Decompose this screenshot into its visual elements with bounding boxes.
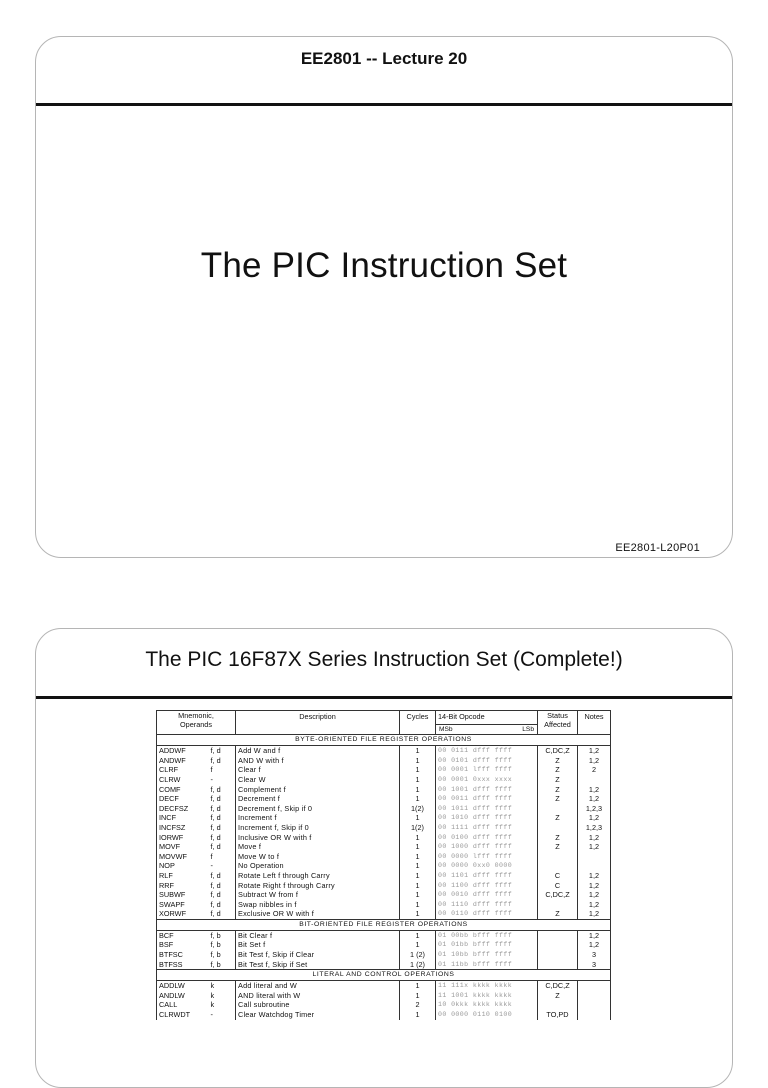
notes-cell: 1,2 <box>578 746 611 756</box>
notes-cell: 1,2 <box>578 794 611 804</box>
cycles-cell: 1(2) <box>400 804 436 814</box>
operands-cell: f, d <box>209 804 236 814</box>
instruction-table <box>156 710 611 1020</box>
mnemonic-cell: BCF <box>157 930 209 940</box>
table-row <box>157 950 611 960</box>
operands-cell: f, d <box>209 785 236 795</box>
opcode-subheader <box>436 724 537 735</box>
slide-header <box>36 37 732 105</box>
opcode-cell: 01 11bb bfff ffff <box>436 960 538 970</box>
opcode-header <box>436 711 538 735</box>
opcode-cell: 01 00bb bfff ffff <box>436 930 538 940</box>
cycles-cell: 1 <box>400 940 436 950</box>
table-row <box>157 823 611 833</box>
notes-cell <box>578 1010 611 1020</box>
opcode-cell: 00 1100 dfff ffff <box>436 881 538 891</box>
notes-cell <box>578 861 611 871</box>
status-cell: C,DC,Z <box>538 981 578 991</box>
table-row <box>157 909 611 919</box>
mnemonic-cell: SUBWF <box>157 890 209 900</box>
notes-cell: 1,2 <box>578 930 611 940</box>
status-cell: C <box>538 871 578 881</box>
notes-cell: 1,2 <box>578 909 611 919</box>
cycles-cell: 1 <box>400 1010 436 1020</box>
status-cell <box>538 804 578 814</box>
slide-id: EE2801-L20P01 <box>615 542 700 554</box>
notes-cell: 1,2,3 <box>578 823 611 833</box>
notes-cell: 3 <box>578 950 611 960</box>
description-cell: Subtract W from f <box>236 890 400 900</box>
operands-cell: f, d <box>209 909 236 919</box>
status-cell: C <box>538 881 578 891</box>
instruction-table-body <box>157 735 611 1020</box>
mnemonic-cell: INCFSZ <box>157 823 209 833</box>
operands-cell: - <box>209 1010 236 1020</box>
table-row <box>157 775 611 785</box>
operands-cell: f, d <box>209 881 236 891</box>
notes-cell: 1,2 <box>578 890 611 900</box>
operands-cell: f, d <box>209 823 236 833</box>
cycles-cell: 1 <box>400 909 436 919</box>
operands-cell: f, d <box>209 890 236 900</box>
description-header: Description <box>236 711 400 735</box>
notes-cell: 1,2 <box>578 881 611 891</box>
description-cell: Exclusive OR W with f <box>236 909 400 919</box>
description-cell: No Operation <box>236 861 400 871</box>
table-row <box>157 881 611 891</box>
table-row <box>157 833 611 843</box>
operands-cell: f, b <box>209 940 236 950</box>
opcode-cell: 00 0110 dfff ffff <box>436 909 538 919</box>
table-row <box>157 746 611 756</box>
cycles-cell: 1 <box>400 981 436 991</box>
description-cell: Increment f <box>236 813 400 823</box>
table-row <box>157 765 611 775</box>
mnemonic-cell: BTFSS <box>157 960 209 970</box>
cycles-cell: 1 <box>400 852 436 862</box>
table-row <box>157 981 611 991</box>
notes-header: Notes <box>578 711 611 735</box>
mnemonic-cell: BSF <box>157 940 209 950</box>
table-row <box>157 991 611 1001</box>
opcode-cell: 00 1111 dfff ffff <box>436 823 538 833</box>
operands-cell: f, d <box>209 756 236 766</box>
opcode-cell: 00 1001 dfff ffff <box>436 785 538 795</box>
description-cell: Increment f, Skip if 0 <box>236 823 400 833</box>
opcode-cell: 00 0000 0xx0 0000 <box>436 861 538 871</box>
mnemonic-cell: CALL <box>157 1000 209 1010</box>
table-header-row <box>157 711 611 735</box>
status-cell: Z <box>538 785 578 795</box>
status-cell <box>538 950 578 960</box>
description-cell: AND literal with W <box>236 991 400 1001</box>
status-cell: Z <box>538 794 578 804</box>
mnemonic-cell: SWAPF <box>157 900 209 910</box>
notes-cell <box>578 1000 611 1010</box>
status-cell: Z <box>538 909 578 919</box>
notes-cell: 1,2 <box>578 940 611 950</box>
notes-cell <box>578 981 611 991</box>
cycles-cell: 2 <box>400 1000 436 1010</box>
title-slide <box>35 36 733 558</box>
operands-cell: f, b <box>209 930 236 940</box>
status-cell: TO,PD <box>538 1010 578 1020</box>
mnemonic-cell: RLF <box>157 871 209 881</box>
mnemonic-cell: ADDWF <box>157 746 209 756</box>
cycles-cell: 1 <box>400 746 436 756</box>
mnemonic-cell: DECF <box>157 794 209 804</box>
opcode-cell: 00 0001 lfff ffff <box>436 765 538 775</box>
table-row <box>157 794 611 804</box>
opcode-cell: 00 1101 dfff ffff <box>436 871 538 881</box>
cycles-cell: 1 <box>400 785 436 795</box>
description-cell: AND W with f <box>236 756 400 766</box>
table-row <box>157 861 611 871</box>
section-title: LITERAL AND CONTROL OPERATIONS <box>157 970 611 981</box>
status-cell <box>538 852 578 862</box>
opcode-cell: 00 0111 dfff ffff <box>436 746 538 756</box>
status-cell <box>538 861 578 871</box>
description-cell: Clear W <box>236 775 400 785</box>
description-cell: Decrement f, Skip if 0 <box>236 804 400 814</box>
table-row <box>157 813 611 823</box>
table-row <box>157 940 611 950</box>
mnemonic-cell: ANDWF <box>157 756 209 766</box>
cycles-cell: 1 (2) <box>400 950 436 960</box>
mnemonic-cell: MOVWF <box>157 852 209 862</box>
cycles-cell: 1 <box>400 833 436 843</box>
slide-header <box>36 629 732 697</box>
mnemonic-cell: CLRWDT <box>157 1010 209 1020</box>
slide-title: The PIC 16F87X Series Instruction Set (Complete!) <box>145 648 623 671</box>
description-cell: Clear f <box>236 765 400 775</box>
operands-cell: f, d <box>209 794 236 804</box>
table-section-header <box>157 970 611 981</box>
mnemonic-cell: BTFSC <box>157 950 209 960</box>
cycles-cell: 1(2) <box>400 823 436 833</box>
mnemonic-cell: MOVF <box>157 842 209 852</box>
description-cell: Swap nibbles in f <box>236 900 400 910</box>
cycles-cell: 1 <box>400 775 436 785</box>
opcode-cell: 01 01bb bfff ffff <box>436 940 538 950</box>
mnemonic-cell: COMF <box>157 785 209 795</box>
opcode-cell: 00 1011 dfff ffff <box>436 804 538 814</box>
cycles-cell: 1 <box>400 813 436 823</box>
lecture-title: The PIC Instruction Set <box>200 246 568 285</box>
notes-cell: 1,2 <box>578 900 611 910</box>
opcode-cell: 10 0kkk kkkk kkkk <box>436 1000 538 1010</box>
section-title: BIT-ORIENTED FILE REGISTER OPERATIONS <box>157 919 611 930</box>
header-divider <box>36 103 732 106</box>
notes-cell: 1,2 <box>578 813 611 823</box>
operands-cell: f, d <box>209 746 236 756</box>
notes-cell: 1,2 <box>578 833 611 843</box>
cycles-cell: 1 <box>400 765 436 775</box>
operands-cell: k <box>209 991 236 1001</box>
opcode-cell: 00 0000 lfff ffff <box>436 852 538 862</box>
table-section-header <box>157 919 611 930</box>
opcode-cell: 01 10bb bfff ffff <box>436 950 538 960</box>
operands-cell: f, b <box>209 960 236 970</box>
operands-cell: f, d <box>209 900 236 910</box>
table-row <box>157 960 611 970</box>
cycles-header: Cycles <box>400 711 436 735</box>
mnemonic-cell: NOP <box>157 861 209 871</box>
instruction-set-slide <box>35 628 733 1088</box>
cycles-cell: 1 <box>400 881 436 891</box>
table-row <box>157 785 611 795</box>
header-divider <box>36 696 732 699</box>
opcode-cell: 00 0101 dfff ffff <box>436 756 538 766</box>
description-cell: Bit Set f <box>236 940 400 950</box>
mnemonic-cell: RRF <box>157 881 209 891</box>
cycles-cell: 1 <box>400 794 436 804</box>
description-cell: Inclusive OR W with f <box>236 833 400 843</box>
description-cell: Add literal and W <box>236 981 400 991</box>
status-cell <box>538 930 578 940</box>
mnemonic-cell: XORWF <box>157 909 209 919</box>
table-row <box>157 871 611 881</box>
operands-cell: - <box>209 861 236 871</box>
status-cell: Z <box>538 756 578 766</box>
notes-cell: 1,2 <box>578 871 611 881</box>
table-row <box>157 890 611 900</box>
table-row <box>157 804 611 814</box>
cycles-cell: 1 <box>400 930 436 940</box>
description-cell: Move W to f <box>236 852 400 862</box>
cycles-cell: 1 <box>400 991 436 1001</box>
status-cell: Z <box>538 833 578 843</box>
description-cell: Move f <box>236 842 400 852</box>
opcode-cell: 00 1010 dfff ffff <box>436 813 538 823</box>
description-cell: Complement f <box>236 785 400 795</box>
opcode-cell: 00 0000 0110 0100 <box>436 1010 538 1020</box>
status-cell: Z <box>538 991 578 1001</box>
description-cell: Clear Watchdog Timer <box>236 1010 400 1020</box>
opcode-cell: 00 1110 dfff ffff <box>436 900 538 910</box>
mnemonic-cell: IORWF <box>157 833 209 843</box>
mnemonic-cell: INCF <box>157 813 209 823</box>
table-row <box>157 852 611 862</box>
mnemonic-cell: CLRF <box>157 765 209 775</box>
operands-cell: f, d <box>209 842 236 852</box>
operands-cell: - <box>209 775 236 785</box>
description-cell: Rotate Right f through Carry <box>236 881 400 891</box>
status-cell <box>538 823 578 833</box>
mnemonic-cell: DECFSZ <box>157 804 209 814</box>
table-row <box>157 756 611 766</box>
description-cell: Bit Clear f <box>236 930 400 940</box>
opcode-cell: 00 1000 dfff ffff <box>436 842 538 852</box>
opcode-cell: 00 0001 0xxx xxxx <box>436 775 538 785</box>
mnemonic-header: Mnemonic, Operands <box>157 711 236 735</box>
section-title: BYTE-ORIENTED FILE REGISTER OPERATIONS <box>157 735 611 746</box>
msb-label: MSb <box>439 725 453 733</box>
status-cell: Z <box>538 765 578 775</box>
notes-cell <box>578 775 611 785</box>
status-cell <box>538 940 578 950</box>
mnemonic-cell: ANDLW <box>157 991 209 1001</box>
table-row <box>157 900 611 910</box>
description-cell: Call subroutine <box>236 1000 400 1010</box>
notes-cell: 2 <box>578 765 611 775</box>
notes-cell <box>578 852 611 862</box>
opcode-cell: 11 1001 kkkk kkkk <box>436 991 538 1001</box>
notes-cell: 1,2 <box>578 842 611 852</box>
description-cell: Bit Test f, Skip if Set <box>236 960 400 970</box>
description-cell: Rotate Left f through Carry <box>236 871 400 881</box>
operands-cell: k <box>209 1000 236 1010</box>
table-section-header <box>157 735 611 746</box>
table-row <box>157 1010 611 1020</box>
operands-cell: f, d <box>209 871 236 881</box>
mnemonic-cell: ADDLW <box>157 981 209 991</box>
opcode-header-label: 14-Bit Opcode <box>438 712 485 721</box>
notes-cell: 3 <box>578 960 611 970</box>
instruction-table-container <box>156 710 610 1020</box>
operands-cell: f, d <box>209 813 236 823</box>
status-cell: Z <box>538 775 578 785</box>
lsb-label: LSb <box>522 725 534 733</box>
opcode-cell: 00 0100 dfff ffff <box>436 833 538 843</box>
table-row <box>157 930 611 940</box>
status-cell: Z <box>538 842 578 852</box>
cycles-cell: 1 <box>400 861 436 871</box>
operands-cell: f <box>209 765 236 775</box>
cycles-cell: 1 (2) <box>400 960 436 970</box>
operands-cell: f <box>209 852 236 862</box>
course-title: EE2801 -- Lecture 20 <box>300 49 468 68</box>
operands-cell: k <box>209 981 236 991</box>
cycles-cell: 1 <box>400 871 436 881</box>
description-cell: Bit Test f, Skip if Clear <box>236 950 400 960</box>
operands-cell: f, b <box>209 950 236 960</box>
description-cell: Decrement f <box>236 794 400 804</box>
status-cell: C,DC,Z <box>538 746 578 756</box>
table-row <box>157 842 611 852</box>
opcode-cell: 11 111x kkkk kkkk <box>436 981 538 991</box>
status-header: Status Affected <box>538 711 578 735</box>
operands-cell: f, d <box>209 833 236 843</box>
notes-cell <box>578 991 611 1001</box>
cycles-cell: 1 <box>400 900 436 910</box>
status-cell <box>538 960 578 970</box>
notes-cell: 1,2 <box>578 756 611 766</box>
opcode-cell: 00 0010 dfff ffff <box>436 890 538 900</box>
status-cell: Z <box>538 813 578 823</box>
description-cell: Add W and f <box>236 746 400 756</box>
cycles-cell: 1 <box>400 842 436 852</box>
cycles-cell: 1 <box>400 890 436 900</box>
cycles-cell: 1 <box>400 756 436 766</box>
status-cell: C,DC,Z <box>538 890 578 900</box>
notes-cell: 1,2 <box>578 785 611 795</box>
opcode-cell: 00 0011 dfff ffff <box>436 794 538 804</box>
table-row <box>157 1000 611 1010</box>
notes-cell: 1,2,3 <box>578 804 611 814</box>
mnemonic-cell: CLRW <box>157 775 209 785</box>
status-cell <box>538 900 578 910</box>
status-cell <box>538 1000 578 1010</box>
